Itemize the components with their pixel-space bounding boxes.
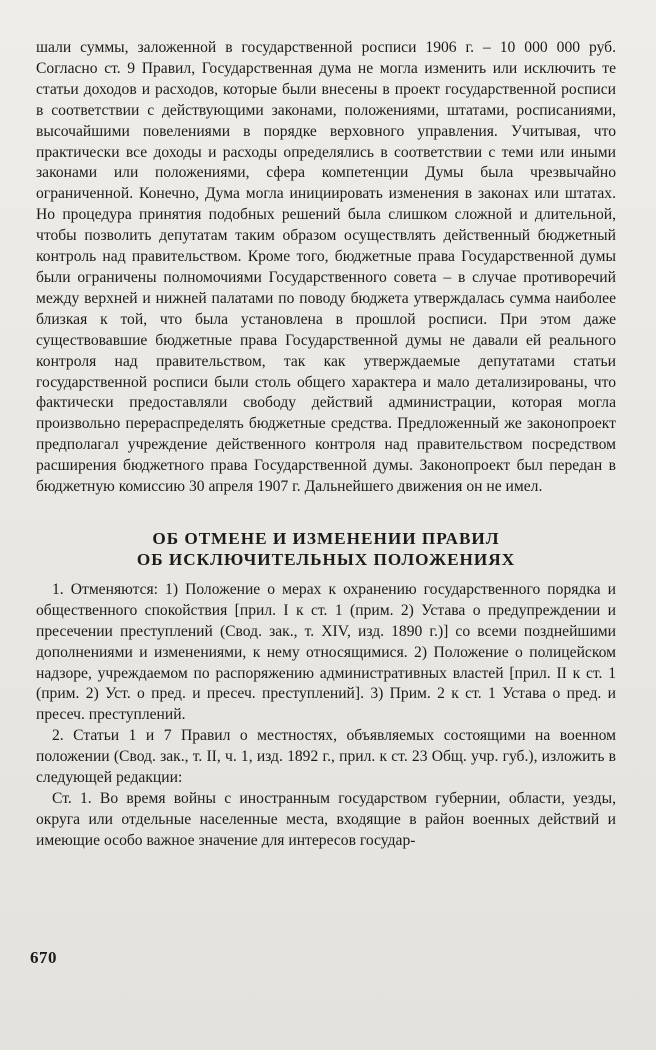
- body-paragraph: шали суммы, заложенной в государственной росписи 1906 г. – 10 000 000 руб. Согласно ст. 9 Правил, Государственная дума не могла изменить или исключить те статьи доходов и расходов, которые были внесены в проект государственной росписи в соответствии с действующими законами, положениями, штатами, росписаниями, высочайшими повелениями в порядке верховного управления. Учитывая, что практически все доходы и расходы определялись в соответствии с теми или иными законами или положениями, сфера компетенции Думы была чрезвычайно ограниченной. Конечно, Дума могла инициировать изменения в законах или штатах. Но процедура принятия подобных решений была слишком сложной и длительной, чтобы позволить депутатам таким образом осуществлять действенный бюджетный контроль над правительством. Кроме того, бюджетные права Государственной думы были ограничены полномочиями Государственного совета – в случае противоречий между верхней и нижней палатами по поводу бюджета утверждалась сумма наиболее близкая к той, что была установлена в прошлой росписи. При этом даже существовавшие бюджетные права Государственной думы не давали ей реального контроля над правительством, так как утверждаемые депутатами статьи государственной росписи были столь общего характера и мало детализированы, что фактически предоставляли свободу действий администрации, которая могла произвольно перераспределять бюджетные средства. Предложенный же законопроект предполагал учреждение действенного контроля над правительством посредством расширения бюджетного права Государственной думы. Законопроект был передан в бюджетную комиссию 30 апреля 1907 г. Дальнейшего движения он не имел.: [36, 39, 616, 496]
- body-paragraph: Ст. 1. Во время войны с иностранным государством губернии, области, уезды, округа или отдельные населенные места, входящие в район военных действий и имеющие особо важное значение для интересов государ-: [36, 790, 616, 849]
- section-heading-line-1: ОБ ОТМЕНЕ И ИЗМЕНЕНИИ ПРАВИЛ: [152, 528, 500, 548]
- section-heading-line-2: ОБ ИСКЛЮЧИТЕЛЬНЫХ ПОЛОЖЕНИЯХ: [136, 549, 516, 569]
- body-paragraph: 1. Отменяются: 1) Положение о мерах к охранению государственного порядка и общественного спокойствия [прил. I к ст. 1 (прим. 2) Устава о предупреждении и пресечении преступлений (Свод. зак., т. XIV, изд. 1890 г.)] со всеми позднейшими дополнениями и изменениями, к нему относящимися. 2) Положение о полицейском надзоре, учреждаемом по распоряжению административных властей [прил. II к ст. 1 (прим. 2) Уст. о пред. и пресеч. преступлений]. 3) Прим. 2 к ст. 1 Устава о пред. и пресеч. преступлений.: [36, 580, 616, 724]
- body-paragraph: 2. Статьи 1 и 7 Правил о местностях, объявляемых состоящими на военном положении (Свод. зак., т. II, ч. 1, изд. 1892 г., прил. к ст. 23 Общ. учр. губ.), изложить в следующей редакции:: [36, 727, 616, 787]
- section-heading: [36, 528, 616, 570]
- page-number: 670: [30, 948, 57, 967]
